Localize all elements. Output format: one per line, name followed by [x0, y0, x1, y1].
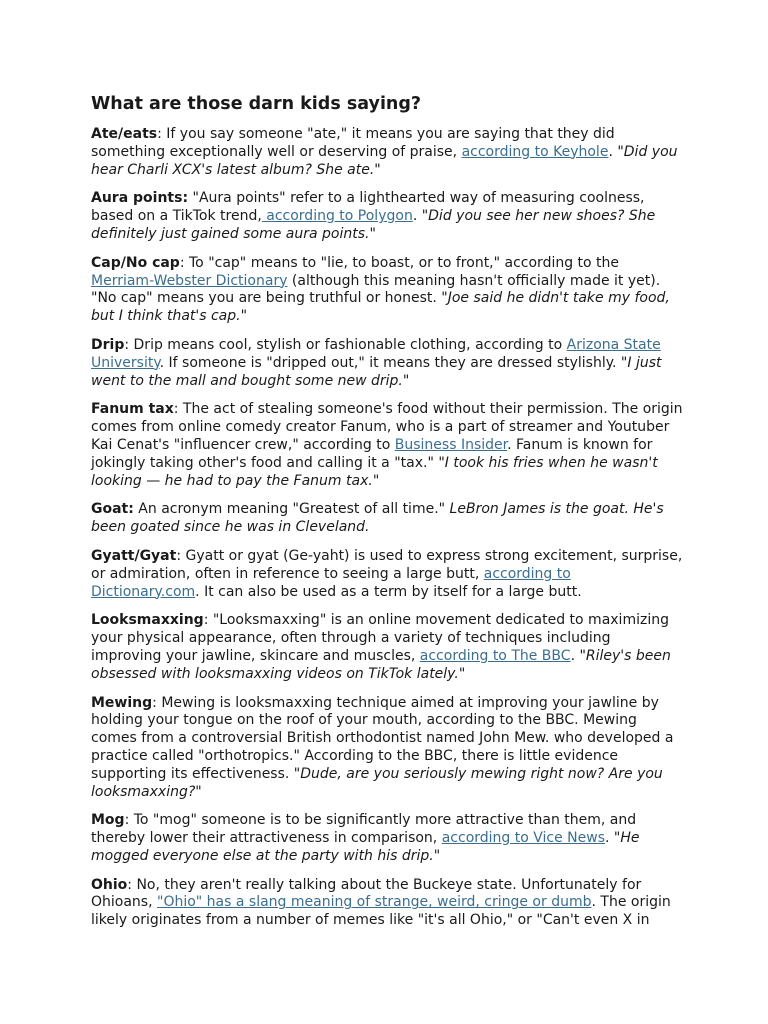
glossary-entry [91, 337, 683, 390]
entry-term: Looksmaxxing [91, 612, 204, 629]
glossary-entry [91, 612, 683, 683]
glossary-list [91, 126, 683, 930]
source-link[interactable]: according to Keyhole [461, 143, 609, 160]
entry-term: Goat: [91, 501, 134, 518]
glossary-entry [91, 255, 683, 326]
entry-term: Mewing [91, 694, 153, 711]
entry-closing-quote: " [240, 308, 248, 325]
glossary-entry [91, 501, 683, 537]
glossary-entry [91, 190, 683, 243]
entry-text-after-link: . " [412, 208, 429, 225]
entry-text: : "Looksmaxxing" is an online movement dedicated to maximizing your physical appearance, often through a variety of techniques including improving your jawline, skincare and muscles, [91, 612, 669, 664]
entry-text: : Drip means cool, stylish or fashionable clothing, according to [124, 336, 567, 353]
glossary-entry [91, 877, 683, 930]
entry-example: LeBron James is the goat. He's been goated since he was in Cleveland. [91, 501, 664, 536]
entry-text: : No, they aren't really talking about the Buckeye state. Unfortunately for Ohioans, [91, 876, 642, 911]
entry-text: : If you say someone "ate," it means you are saying that they did something exceptionally well or deserving of praise, [91, 126, 615, 160]
entry-term: Gyatt/Gyat [91, 547, 177, 564]
source-link[interactable]: according to The BBC [419, 647, 571, 664]
entry-example: Dude, are you seriously mewing right now? Are you looksmaxxing? [91, 765, 663, 800]
entry-example: He mogged everyone else at the party with his drip. [91, 830, 640, 864]
entry-closing-quote: " [402, 372, 410, 389]
entry-text-after-link: . " [608, 143, 624, 160]
entry-closing-quote: " [458, 665, 466, 682]
entry-closing-quote: " [195, 783, 202, 800]
entry-text: : Gyatt or gyat (Ge-yaht) is used to express strong excitement, surprise, or admiration, often in reference to seeing a large butt, [91, 547, 683, 582]
glossary-entry [91, 401, 683, 490]
source-link[interactable]: according to Dictionary.com [91, 565, 571, 600]
entry-text-after-link: . " [605, 830, 621, 847]
entry-closing-quote: " [372, 472, 380, 489]
source-link[interactable]: Merriam-Webster Dictionary [91, 272, 288, 289]
glossary-entry [91, 126, 683, 179]
source-link[interactable]: Business Insider [394, 436, 508, 453]
article [91, 93, 683, 941]
source-link[interactable]: according to Vice News [441, 830, 606, 847]
entry-example: Joe said he didn't take my food, but I think that's cap. [91, 290, 670, 325]
entry-term: Drip [91, 336, 125, 353]
entry-term: Mog [91, 812, 125, 829]
glossary-entry [91, 695, 683, 802]
entry-text-after-link: . " [570, 647, 586, 664]
source-link[interactable]: Arizona State University [91, 336, 661, 371]
page-title: What are those darn kids saying? [91, 94, 422, 114]
entry-closing-quote: " [374, 161, 381, 178]
entry-term: Aura points: [91, 190, 189, 207]
entry-closing-quote: " [433, 847, 441, 864]
source-link[interactable]: "Ohio" has a slang meaning of strange, weird, cringe or dumb [157, 894, 592, 911]
entry-text: : To "mog" someone is to be significantly more attractive than them, and thereby lower their attractiveness in comparison, [91, 812, 637, 847]
entry-text: "Aura points" refer to a lighthearted way of measuring coolness, based on a TikTok trend, [91, 190, 645, 225]
entry-term: Fanum tax [91, 401, 174, 418]
entry-example: Riley's been obsessed with looksmaxxing videos on TikTok lately. [91, 647, 671, 682]
glossary-entry [91, 812, 683, 865]
entry-text-after-link: . The origin likely originates from a number of memes like "it's all Ohio," or "Can't even X in [91, 894, 671, 929]
entry-text: : To "cap" means to "lie, to boast, or to front," according to the [179, 254, 620, 271]
entry-example: Did you see her new shoes? She definitely just gained some aura points. [91, 208, 656, 242]
entry-text: : The act of stealing someone's food without their permission. The origin comes from online comedy creator Fanum, who is a part of streamer and Youtuber Kai Cenat's "influencer crew," according to [91, 401, 683, 453]
entry-text-after-link: . It can also be used as a term by itself for a large butt. [195, 583, 582, 600]
entry-text-after-link: (although this meaning hasn't officially made it yet). "No cap" means you are being truthful or honest. " [91, 272, 661, 307]
entry-text: : Mewing is looksmaxxing technique aimed at improving your jawline by holding your tongue on the roof of your mouth, according to the BBC. Mewing comes from a controversial British orthodontist named John Mew. who developed a practice called "orthotropics." According to the BBC, there is little evidence supporting its effectiveness. " [91, 694, 674, 782]
entry-text-after-link: . If someone is "dripped out," it means they are dressed stylishly. " [159, 354, 628, 371]
entry-closing-quote: " [369, 225, 376, 242]
entry-text-after-link: . Fanum is known for jokingly taking other's food and calling it a "tax." " [91, 436, 653, 471]
entry-example: I took his fries when he wasn't looking — he had to pay the Fanum tax. [91, 454, 658, 489]
entry-term: Cap/No cap [91, 254, 180, 271]
entry-term: Ohio [91, 876, 128, 893]
entry-term: Ate/eats [91, 126, 158, 142]
entry-example: I just went to the mall and bought some new drip. [91, 354, 662, 389]
glossary-entry [91, 548, 683, 601]
source-link[interactable]: according to Polygon [261, 208, 413, 225]
entry-text: An acronym meaning "Greatest of all time." [133, 501, 450, 518]
entry-example: Did you hear Charli XCX's latest album? She ate. [91, 143, 678, 178]
